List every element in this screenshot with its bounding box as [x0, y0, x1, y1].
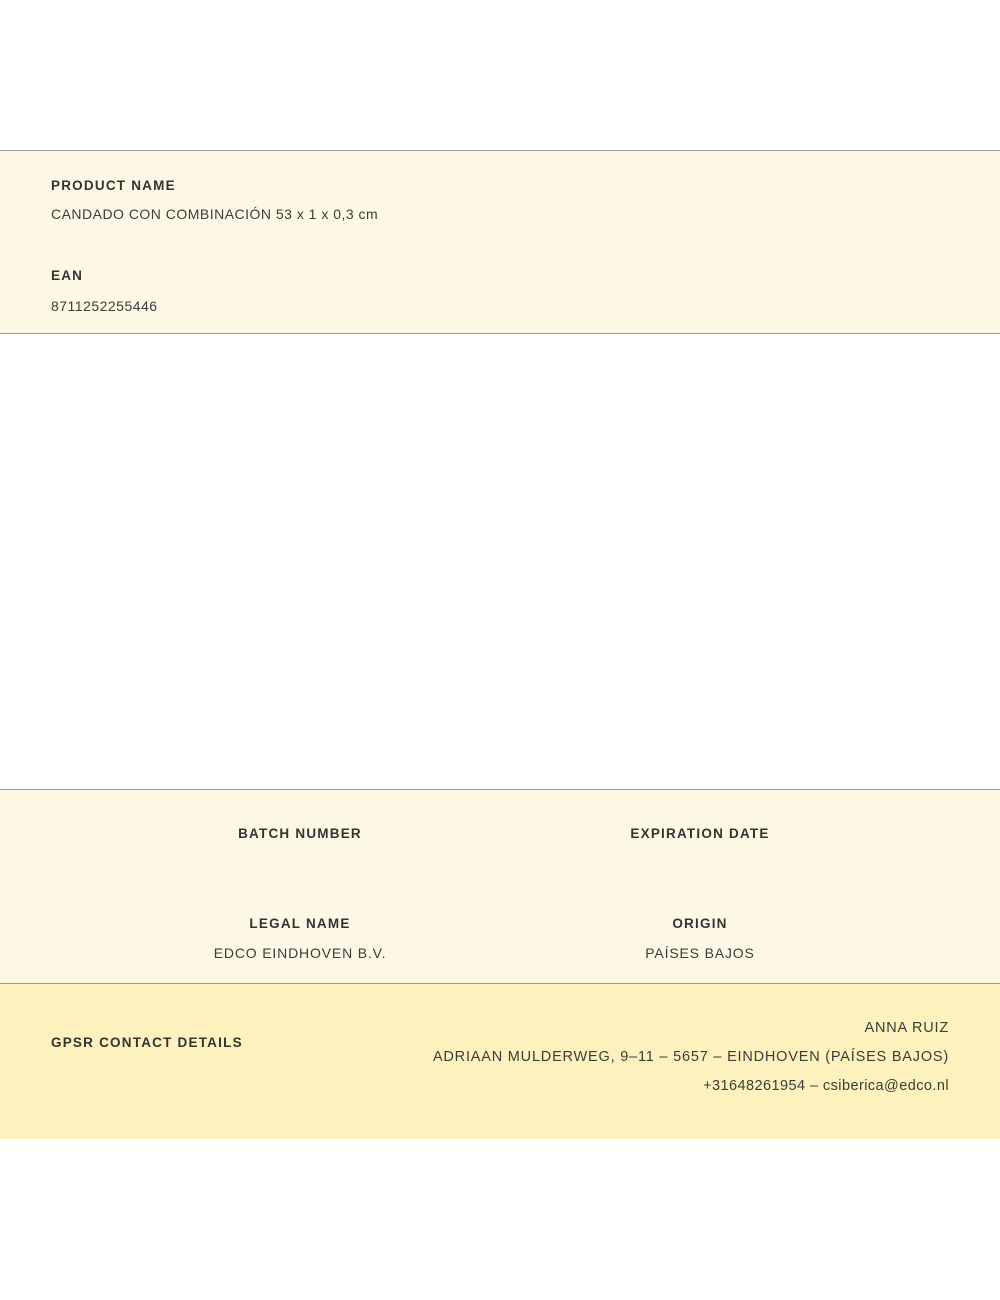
ean-value: 8711252255446	[51, 298, 158, 314]
gpsr-contact-label: GPSR CONTACT DETAILS	[51, 1035, 243, 1050]
origin-value: PAÍSES BAJOS	[645, 945, 755, 961]
origin-label-cell	[550, 916, 850, 931]
gpsr-contact-phone-email: +31648261954 – csiberica@edco.nl	[703, 1078, 949, 1094]
batch-legal-band	[0, 789, 1000, 984]
product-name-value: CANDADO CON COMBINACIÓN 53 x 1 x 0,3 cm	[51, 206, 379, 222]
expiration-date-value-cell	[550, 854, 850, 870]
gpsr-contact-person: ANNA RUIZ	[864, 1020, 949, 1036]
legal-name-value-cell	[150, 945, 450, 961]
gpsr-contact-band	[0, 984, 1000, 1139]
gpsr-contact-details	[433, 1014, 949, 1101]
legal-name-value: EDCO EINDHOVEN B.V.	[213, 945, 387, 961]
bottom-blank-area	[0, 1139, 1000, 1300]
expiration-date-value	[550, 854, 850, 870]
blank-content-area	[0, 334, 1000, 789]
batch-number-label: BATCH NUMBER	[238, 826, 362, 841]
gpsr-contact-address: ADRIAAN MULDERWEG, 9–11 – 5657 – EINDHOVEN (PAÍSES BAJOS)	[432, 1049, 949, 1065]
origin-value-cell	[550, 945, 850, 961]
expiration-date-label: EXPIRATION DATE	[630, 826, 770, 841]
legal-name-label-cell	[150, 916, 450, 931]
product-name-label: PRODUCT NAME	[51, 178, 176, 193]
batch-number-value-cell	[150, 854, 450, 870]
product-info-band	[0, 150, 1000, 334]
expiration-date-label-cell	[550, 826, 850, 841]
batch-number-value	[150, 854, 450, 870]
origin-label: ORIGIN	[672, 916, 728, 931]
ean-label: EAN	[51, 268, 84, 283]
legal-name-label: LEGAL NAME	[249, 916, 351, 931]
batch-number-label-cell	[150, 826, 450, 841]
